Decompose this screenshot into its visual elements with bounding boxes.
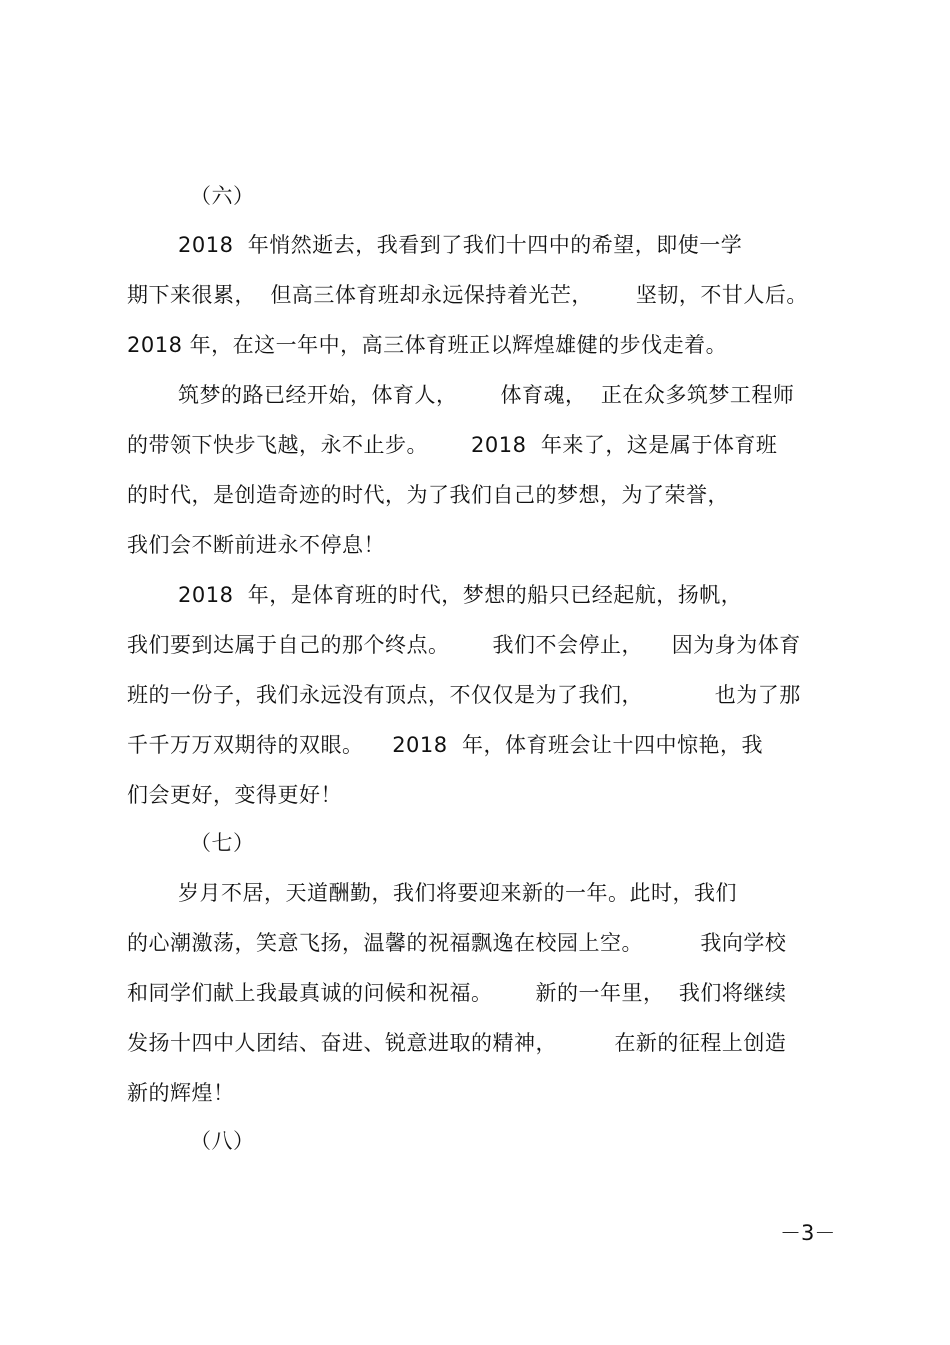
paragraph-line: 的心潮激荡，笑意飞扬，温馨的祝福飘逸在校园上空。 我向学校: [127, 931, 787, 955]
paragraph-line: 们会更好，变得更好！: [127, 783, 342, 807]
paragraph-line: 发扬十四中人团结、奋进、锐意进取的精神， 在新的征程上创造: [127, 1031, 787, 1055]
paragraph-line: 的时代，是创造奇迹的时代，为了我们自己的梦想，为了荣誉，: [127, 483, 729, 507]
paragraph-line: 筑梦的路已经开始，体育人， 体育魂， 正在众多筑梦工程师: [178, 383, 795, 407]
paragraph-line: 2018 年悄然逝去，我看到了我们十四中的希望，即使一学: [178, 233, 743, 257]
paragraph-line: 千千万万双期待的双眼。 2018 年，体育班会让十四中惊艳，我: [127, 733, 763, 757]
paragraph-line: 新的辉煌！: [127, 1081, 235, 1105]
paragraph-line: 2018 年，是体育班的时代，梦想的船只已经起航，扬帆，: [178, 583, 743, 607]
paragraph-line: 期下来很累， 但高三体育班却永远保持着光芒， 坚韧，不甘人后。: [127, 283, 808, 307]
paragraph-line: 2018 年，在这一年中，高三体育班正以辉煌雄健的步伐走着。: [127, 333, 728, 357]
paragraph-line: 我们要到达属于自己的那个终点。 我们不会停止， 因为身为体育: [127, 633, 801, 657]
paragraph-line: 班的一份子，我们永远没有顶点，不仅仅是为了我们， 也为了那: [127, 683, 801, 707]
section-heading-seven: （七）: [190, 831, 255, 855]
section-heading-eight: （八）: [190, 1129, 255, 1153]
paragraph-line: 岁月不居，天道酬勤，我们将要迎来新的一年。此时，我们: [178, 881, 737, 905]
paragraph-line: 我们会不断前进永不停息！: [127, 533, 385, 557]
section-heading-six: （六）: [190, 184, 255, 208]
page-number: －3－: [780, 1221, 836, 1245]
paragraph-line: 和同学们献上我最真诚的问候和祝福。 新的一年里， 我们将继续: [127, 981, 787, 1005]
paragraph-line: 的带领下快步飞越，永不止步。 2018 年来了，这是属于体育班: [127, 433, 778, 457]
